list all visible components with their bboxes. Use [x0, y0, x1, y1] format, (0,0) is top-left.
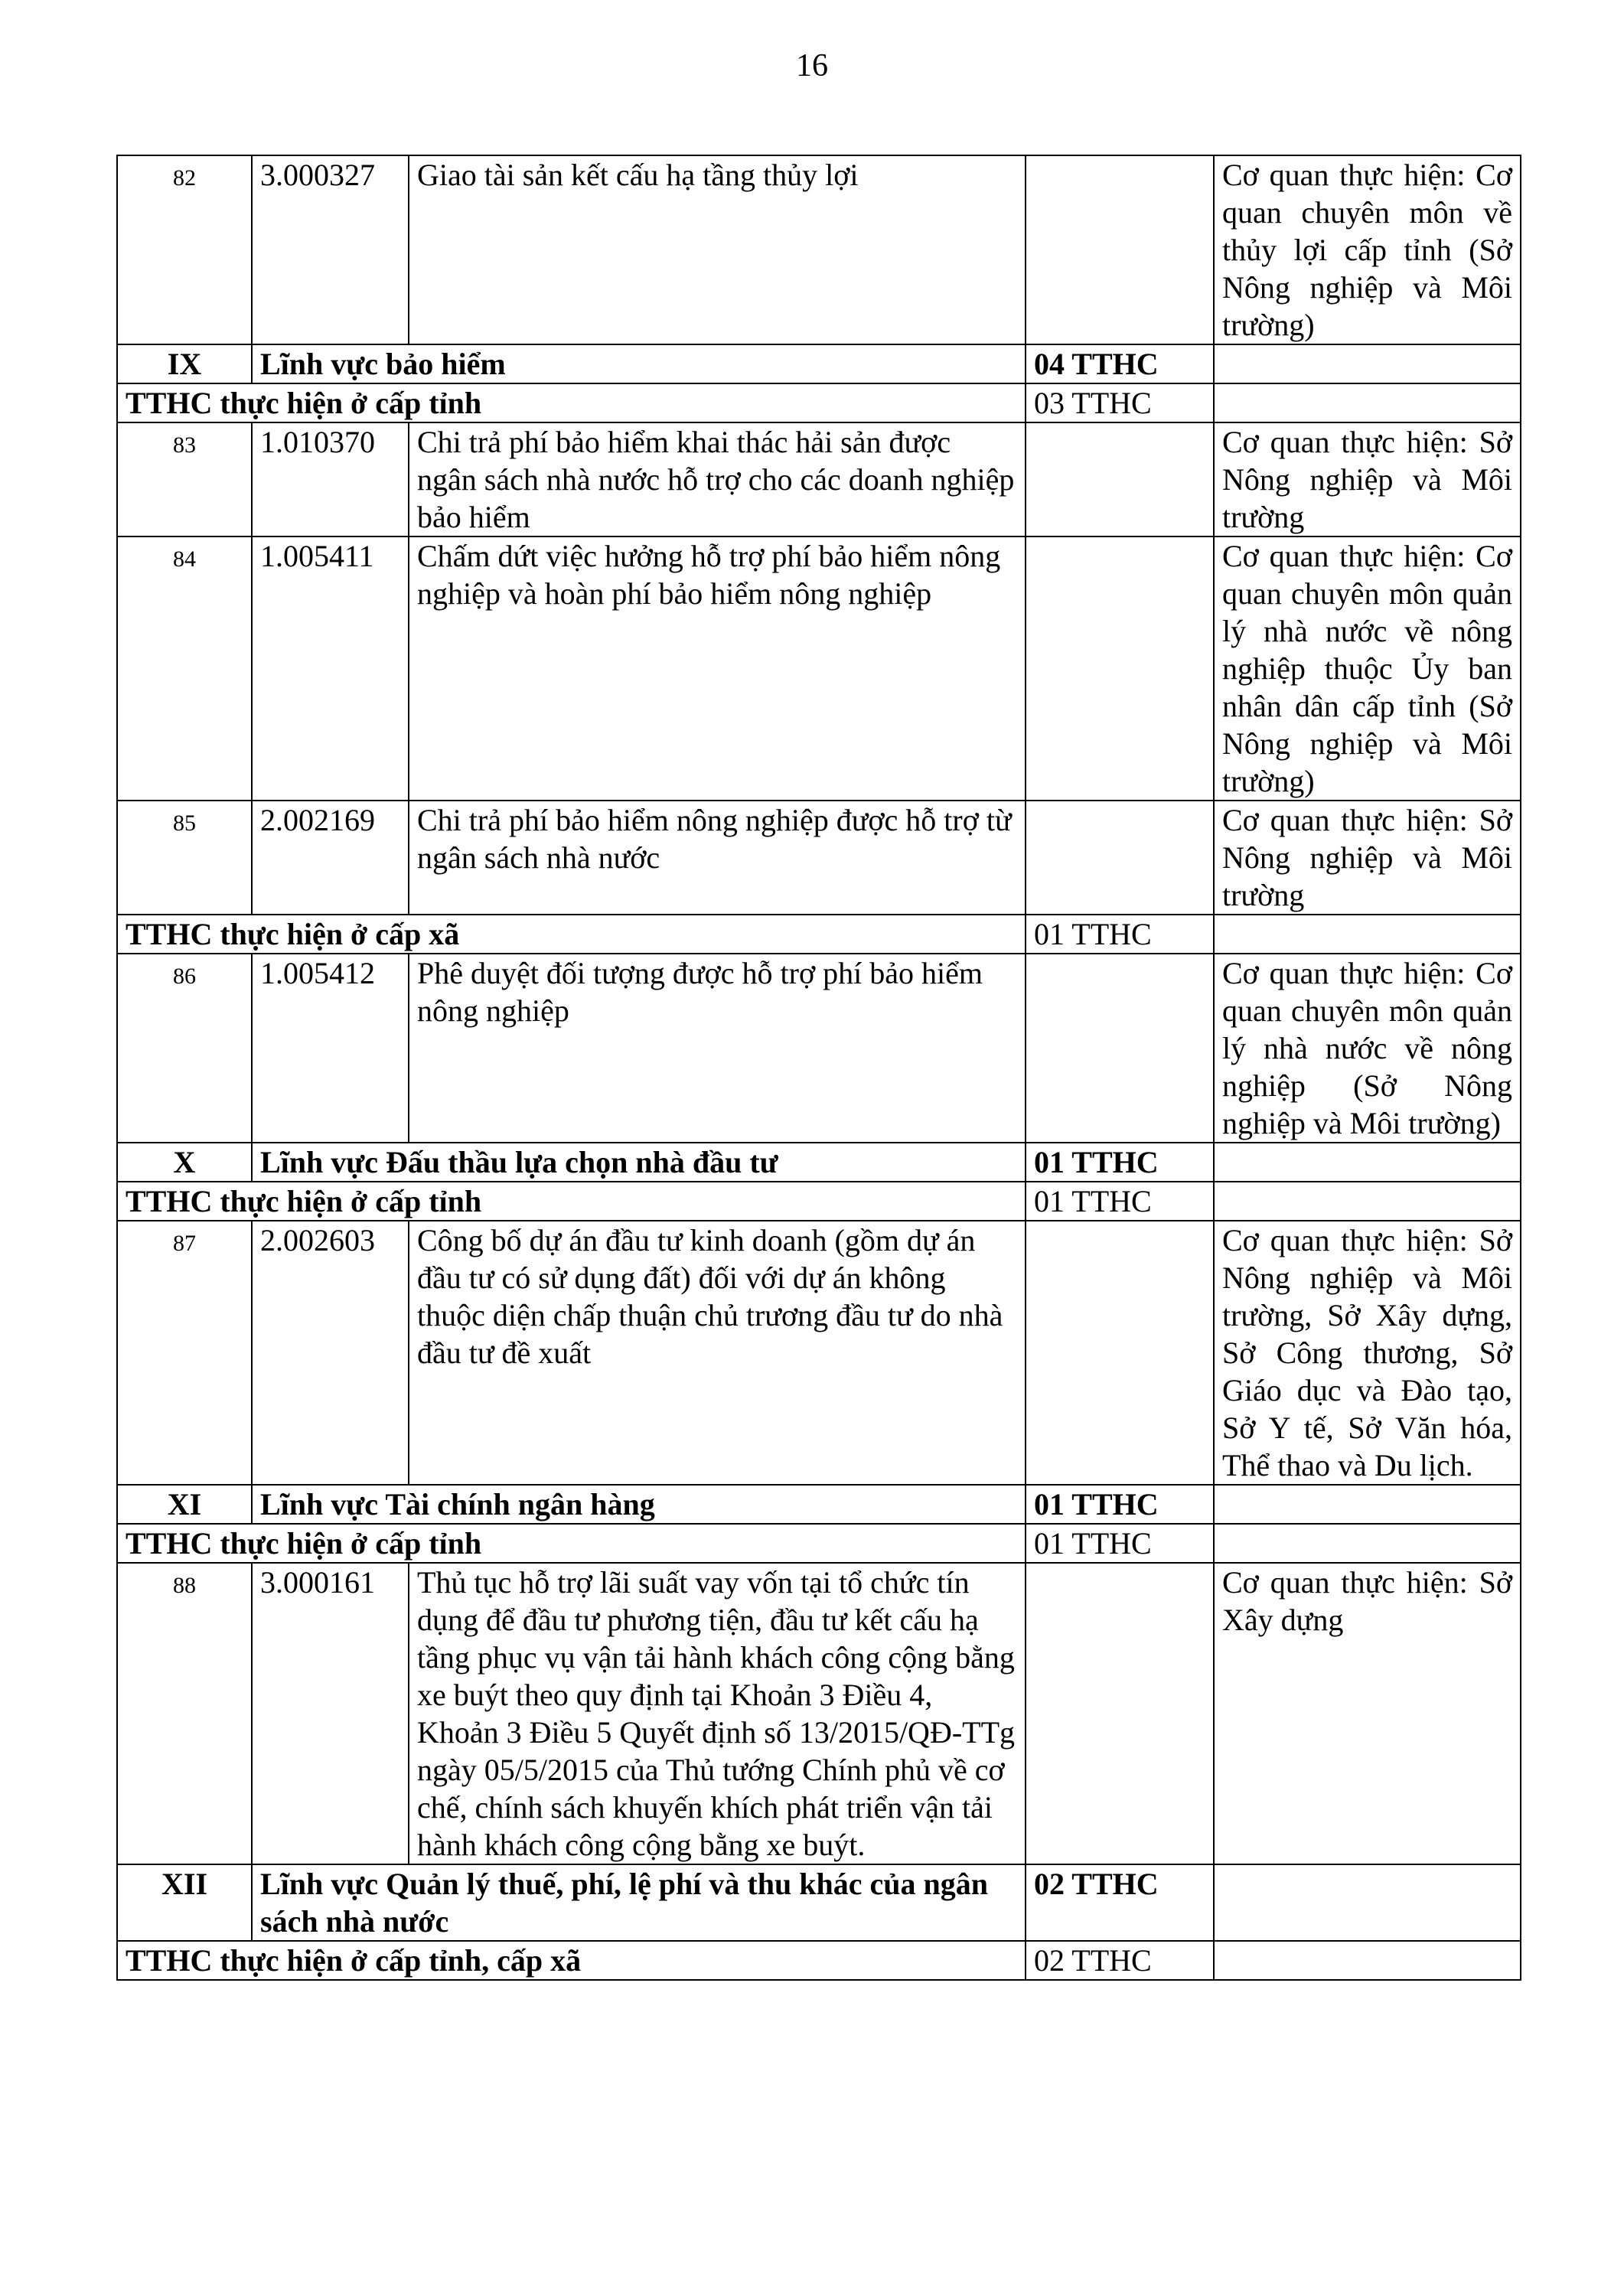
subsection-count: 01 TTHC: [1026, 1524, 1214, 1563]
subsection-row: [117, 1941, 1521, 1980]
implementing-agency: Cơ quan thực hiện: Sở Nông nghiệp và Môi trường, Sở Xây dựng, Sở Công thương, Sở Giáo dục và Đào tạo, Sở Y tế, Sở Văn hóa, Thể thao và Du lịch.: [1214, 1221, 1521, 1485]
section-title: Lĩnh vực bảo hiểm: [252, 344, 1026, 383]
subsection-count: 01 TTHC: [1026, 1182, 1214, 1221]
subsection-title: TTHC thực hiện ở cấp tỉnh, cấp xã: [117, 1941, 1026, 1980]
row-number: 88: [117, 1563, 252, 1864]
procedure-code: 3.000327: [252, 155, 409, 344]
level-cell: [1026, 801, 1214, 915]
procedure-name: Phê duyệt đối tượng được hỗ trợ phí bảo hiểm nông nghiệp: [409, 954, 1026, 1143]
empty-cell: [1214, 1143, 1521, 1182]
table-row: [117, 155, 1521, 344]
procedure-code: 2.002169: [252, 801, 409, 915]
procedure-name: Chấm dứt việc hưởng hỗ trợ phí bảo hiểm nông nghiệp và hoàn phí bảo hiểm nông nghiệp: [409, 536, 1026, 801]
level-cell: [1026, 954, 1214, 1143]
level-cell: [1026, 1221, 1214, 1485]
section-count: 02 TTHC: [1026, 1864, 1214, 1941]
table-row: [117, 422, 1521, 536]
procedure-name: Chi trả phí bảo hiểm khai thác hải sản được ngân sách nhà nước hỗ trợ cho các doanh nghiệp bảo hiểm: [409, 422, 1026, 536]
procedure-code: 3.000161: [252, 1563, 409, 1864]
procedure-name: Thủ tục hỗ trợ lãi suất vay vốn tại tổ chức tín dụng để đầu tư phương tiện, đầu tư kết cấu hạ tầng phục vụ vận tải hành khách công cộng bằng xe buýt theo quy định tại Khoản 3 Điều 4, Khoản 3 Điều 5 Quyết định số 13/2015/QĐ-TTg ngày 05/5/2015 của Thủ tướng Chính phủ về cơ chế, chính sách khuyến khích phát triển vận tải hành khách công cộng bằng xe buýt.: [409, 1563, 1026, 1864]
procedure-name: Công bố dự án đầu tư kinh doanh (gồm dự án đầu tư có sử dụng đất) đối với dự án không thuộc diện chấp thuận chủ trương đầu tư do nhà đầu tư đề xuất: [409, 1221, 1026, 1485]
section-number: XII: [117, 1864, 252, 1941]
procedure-name: Chi trả phí bảo hiểm nông nghiệp được hỗ trợ từ ngân sách nhà nước: [409, 801, 1026, 915]
implementing-agency: Cơ quan thực hiện: Cơ quan chuyên môn quản lý nhà nước về nông nghiệp thuộc Ủy ban nhân dân cấp tỉnh (Sở Nông nghiệp và Môi trường): [1214, 536, 1521, 801]
empty-cell: [1214, 383, 1521, 422]
subsection-count: 02 TTHC: [1026, 1941, 1214, 1980]
level-cell: [1026, 536, 1214, 801]
level-cell: [1026, 1563, 1214, 1864]
procedure-code: 1.010370: [252, 422, 409, 536]
procedure-name: Giao tài sản kết cấu hạ tầng thủy lợi: [409, 155, 1026, 344]
section-title: Lĩnh vực Đấu thầu lựa chọn nhà đầu tư: [252, 1143, 1026, 1182]
section-count: 04 TTHC: [1026, 344, 1214, 383]
empty-cell: [1214, 1941, 1521, 1980]
empty-cell: [1214, 344, 1521, 383]
subsection-row: [117, 915, 1521, 954]
implementing-agency: Cơ quan thực hiện: Cơ quan chuyên môn quản lý nhà nước về nông nghiệp (Sở Nông nghiệp và Môi trường): [1214, 954, 1521, 1143]
section-number: IX: [117, 344, 252, 383]
procedure-code: 1.005411: [252, 536, 409, 801]
section-row: [117, 1864, 1521, 1941]
subsection-row: [117, 1182, 1521, 1221]
subsection-row: [117, 1524, 1521, 1563]
row-number: 87: [117, 1221, 252, 1485]
row-number: 84: [117, 536, 252, 801]
subsection-row: [117, 383, 1521, 422]
row-number: 82: [117, 155, 252, 344]
section-count: 01 TTHC: [1026, 1485, 1214, 1524]
implementing-agency: Cơ quan thực hiện: Sở Xây dựng: [1214, 1563, 1521, 1864]
subsection-title: TTHC thực hiện ở cấp tỉnh: [117, 383, 1026, 422]
empty-cell: [1214, 915, 1521, 954]
section-title: Lĩnh vực Quản lý thuế, phí, lệ phí và thu khác của ngân sách nhà nước: [252, 1864, 1026, 1941]
empty-cell: [1214, 1524, 1521, 1563]
procedure-code: 1.005412: [252, 954, 409, 1143]
implementing-agency: Cơ quan thực hiện: Sở Nông nghiệp và Môi trường: [1214, 422, 1521, 536]
row-number: 85: [117, 801, 252, 915]
empty-cell: [1214, 1182, 1521, 1221]
table-row: [117, 954, 1521, 1143]
page-number: 16: [796, 48, 828, 83]
section-row: [117, 1485, 1521, 1524]
section-number: XI: [117, 1485, 252, 1524]
procedure-code: 2.002603: [252, 1221, 409, 1485]
empty-cell: [1214, 1864, 1521, 1941]
subsection-title: TTHC thực hiện ở cấp tỉnh: [117, 1524, 1026, 1563]
subsection-count: 01 TTHC: [1026, 915, 1214, 954]
subsection-title: TTHC thực hiện ở cấp xã: [117, 915, 1026, 954]
table-row: [117, 536, 1521, 801]
section-row: [117, 1143, 1521, 1182]
table-row: [117, 1221, 1521, 1485]
row-number: 83: [117, 422, 252, 536]
empty-cell: [1214, 1485, 1521, 1524]
table-row: [117, 801, 1521, 915]
table-row: [117, 1563, 1521, 1864]
section-number: X: [117, 1143, 252, 1182]
section-row: [117, 344, 1521, 383]
level-cell: [1026, 422, 1214, 536]
implementing-agency: Cơ quan thực hiện: Sở Nông nghiệp và Môi trường: [1214, 801, 1521, 915]
row-number: 86: [117, 954, 252, 1143]
level-cell: [1026, 155, 1214, 344]
procedure-table: [116, 155, 1521, 1981]
implementing-agency: Cơ quan thực hiện: Cơ quan chuyên môn về thủy lợi cấp tỉnh (Sở Nông nghiệp và Môi trường): [1214, 155, 1521, 344]
subsection-count: 03 TTHC: [1026, 383, 1214, 422]
section-count: 01 TTHC: [1026, 1143, 1214, 1182]
section-title: Lĩnh vực Tài chính ngân hàng: [252, 1485, 1026, 1524]
subsection-title: TTHC thực hiện ở cấp tỉnh: [117, 1182, 1026, 1221]
